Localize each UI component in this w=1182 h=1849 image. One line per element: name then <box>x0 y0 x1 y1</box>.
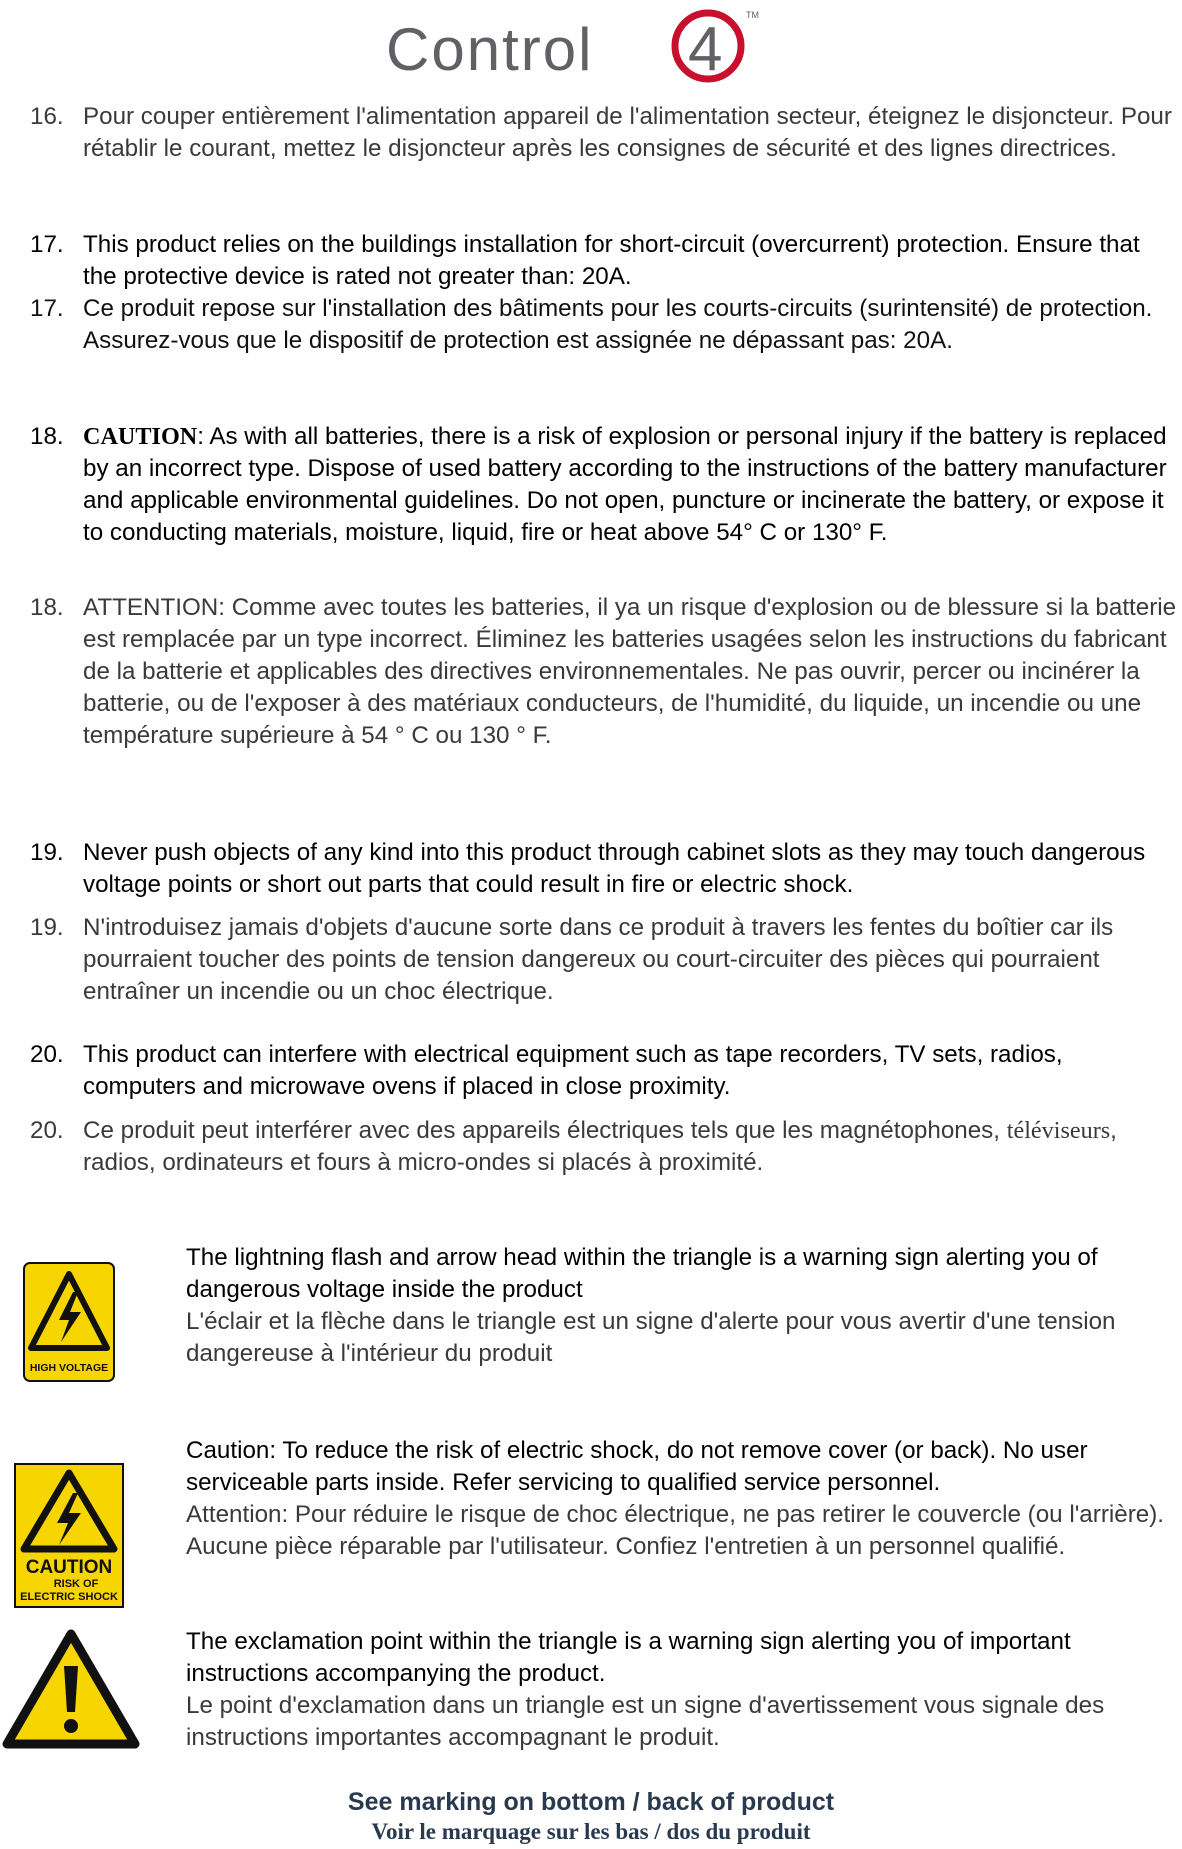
item-18-fr <box>30 592 1180 752</box>
logo-text: Control <box>386 16 594 83</box>
high-voltage-sign-icon <box>23 1262 115 1382</box>
item-number: 17. <box>30 231 64 258</box>
item-text: Never push objects of any kind into this product through cabinet slots as they may touch dangerous voltage points or short out parts that could result in fire or electric shock. <box>83 839 1146 898</box>
footer <box>0 1786 1182 1846</box>
item-number: 20. <box>30 1117 64 1144</box>
footer-marking-en: See marking on bottom / back of product <box>347 1788 835 1816</box>
logo-mark: 4 <box>688 15 723 84</box>
warning-lightning-en: The lightning flash and arrow head within the triangle is a warning sign alerting you of dangerous voltage inside the product <box>186 1244 1098 1303</box>
item-text: Ce produit repose sur l'installation des bâtiments pour les courts-circuits (surintensité) de protection. Assurez-vous que le dispositif de protection est assignée ne dépassant pas: 20A. <box>83 295 1153 354</box>
item-text-serif-word: téléviseurs <box>1006 1117 1111 1144</box>
warning-lightning-text <box>186 1242 1180 1370</box>
item-18-en <box>30 421 1180 549</box>
control4-logo <box>380 4 780 92</box>
exclamation-warning-sign-icon <box>2 1628 140 1750</box>
item-number: 17. <box>30 295 64 322</box>
item-20-fr <box>30 1115 1180 1179</box>
warning-exclamation-text <box>186 1626 1180 1754</box>
item-19-en <box>30 837 1180 901</box>
item-20-en <box>30 1039 1180 1103</box>
item-text: Pour couper entièrement l'alimentation appareil de l'alimentation secteur, éteignez le disjoncteur. Pour rétablir le courant, mettez le disjoncteur après les consignes de sécurité et des lignes directrices. <box>83 103 1172 162</box>
item-number: 19. <box>30 914 64 941</box>
warning-exclamation-en: The exclamation point within the triangle is a warning sign alerting you of important instructions accompanying the product. <box>186 1628 1071 1687</box>
caution-electric-shock-sign-icon <box>14 1463 124 1608</box>
item-text: This product can interfere with electrical equipment such as tape recorders, TV sets, radios, computers and microwave ovens if placed in close proximity. <box>83 1041 1063 1100</box>
item-text: Ce produit peut interférer avec des appareils électriques tels que les magnétophones, <box>83 1117 1000 1144</box>
item-text: This product relies on the buildings installation for short-circuit (overcurrent) protection. Ensure that the protective device is rated not greater than: 20A. <box>83 231 1140 290</box>
item-text: ATTENTION: Comme avec toutes les batteries, il ya un risque d'explosion ou de blessure si la batterie est remplacée par un type incorrect. Éliminez les batteries usagées selon les instructions du fabricant de la batterie et applicables des directives environnementales. Ne pas ouvrir, percer ou incinérer la batterie, ou de l'exposer à des matériaux conducteurs, de l'humidité, du liquide, un incendie ou une température supérieure à 54 ° C ou 130 ° F. <box>83 594 1177 749</box>
warning-lightning-fr: L'éclair et la flèche dans le triangle est un signe d'alerte pour vous avertir d'une tension dangereuse à l'intérieur du produit <box>186 1308 1116 1367</box>
warning-caution-fr: Attention: Pour réduire le risque de choc électrique, ne pas retirer le couvercle (ou l'arrière). Aucune pièce réparable par l'utilisateur. Confiez l'entretien à un personnel qualifié. <box>186 1501 1164 1560</box>
item-text: N'introduisez jamais d'objets d'aucune sorte dans ce produit à travers les fentes du boîtier car ils pourraient toucher des points de tension dangereux ou court-circuiter des pièces qui pourraient entraîner un incendie ou un choc électrique. <box>83 914 1114 1005</box>
item-text: : As with all batteries, there is a risk of explosion or personal injury if the battery is replaced by an incorrect type. Dispose of used battery according to the instructions of the battery manufacturer and applicable environmental guidelines. Do not open, puncture or incinerate the battery, or expose it to conducting materials, moisture, liquid, fire or heat above 54° C or 130° F. <box>83 423 1167 546</box>
footer-marking-fr: Voir le marquage sur les bas / dos du produit <box>371 1819 811 1844</box>
item-text-rest: , radios, ordinateurs et fours à micro-ondes si placés à proximité. <box>83 1117 1117 1176</box>
item-number: 16. <box>30 103 64 130</box>
item-number: 18. <box>30 423 64 450</box>
item-number: 19. <box>30 839 64 866</box>
warning-caution-en: Caution: To reduce the risk of electric shock, do not remove cover (or back). No user serviceable parts inside. Refer servicing to qualified service personnel. <box>186 1437 1088 1496</box>
item-number: 18. <box>30 594 64 621</box>
item-17-en <box>30 229 1180 293</box>
caution-sign-sub1: RISK OF <box>53 1578 99 1590</box>
caution-sign-title: CAUTION <box>25 1557 113 1578</box>
warning-exclamation-fr: Le point d'exclamation dans un triangle est un signe d'avertissement vous signale des instructions importantes accompagnant le produit. <box>186 1692 1105 1751</box>
item-17-fr <box>30 293 1180 357</box>
item-16-fr <box>30 101 1180 165</box>
high-voltage-label: HIGH VOLTAGE <box>29 1362 109 1374</box>
item-number: 20. <box>30 1041 64 1068</box>
caution-sign-sub2: ELECTRIC SHOCK <box>20 1591 118 1603</box>
logo-tm: TM <box>746 10 759 20</box>
warning-caution-text <box>186 1435 1180 1563</box>
caution-label: CAUTION <box>83 423 198 450</box>
item-19-fr <box>30 912 1180 1008</box>
